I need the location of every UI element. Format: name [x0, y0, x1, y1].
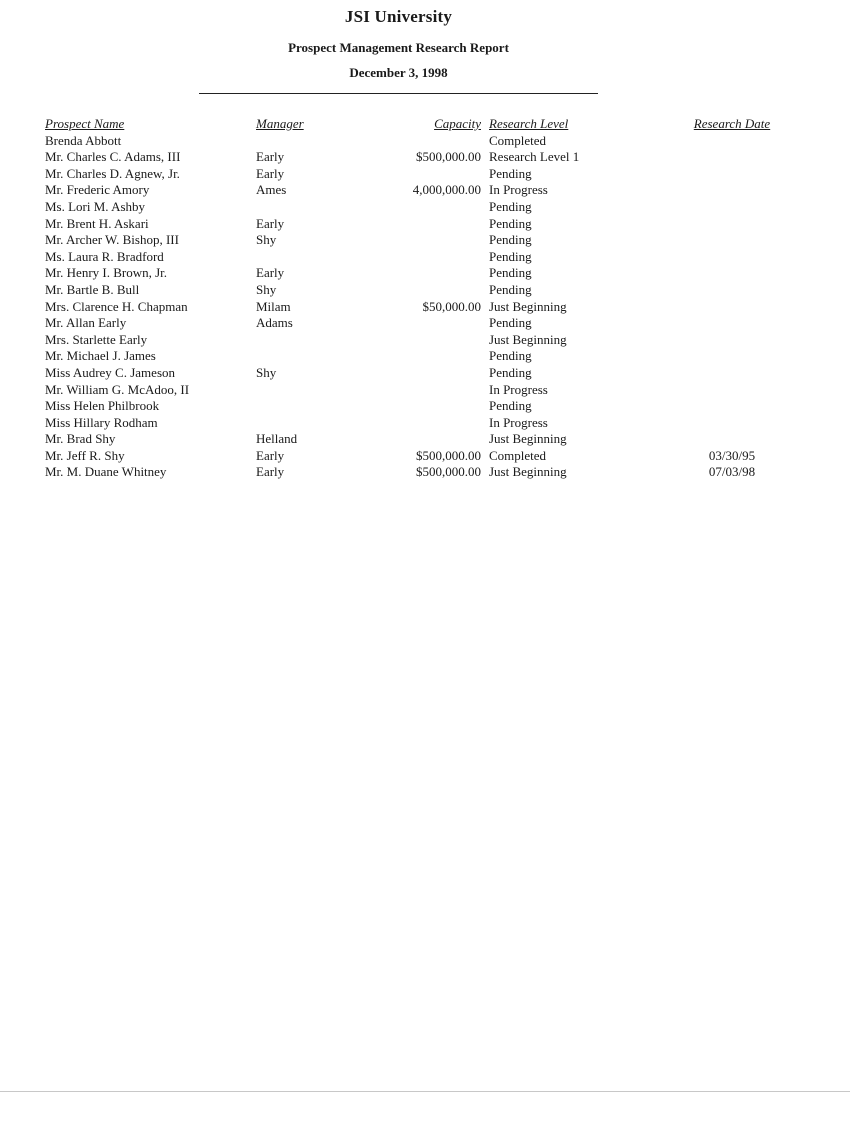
column-header-prospect-name: Prospect Name — [45, 116, 125, 131]
cell-manager: Shy — [256, 364, 277, 380]
column-header-capacity: Capacity — [434, 116, 481, 131]
table-row — [0, 149, 850, 166]
cell-prospect-name: Mr. Charles D. Agnew, Jr. — [45, 165, 180, 181]
table-row — [0, 464, 850, 481]
cell-prospect-name: Brenda Abbott — [45, 132, 122, 148]
cell-manager: Early — [256, 215, 285, 231]
cell-research-level: Pending — [489, 315, 532, 331]
table-row — [0, 282, 850, 299]
page-bottom-edge — [0, 1091, 850, 1092]
cell-research-level: Pending — [489, 248, 532, 264]
cell-prospect-name: Mr. Brent H. Askari — [45, 215, 149, 231]
table-row — [0, 216, 850, 233]
cell-manager: Adams — [256, 315, 293, 331]
table-row — [0, 232, 850, 249]
cell-manager: Shy — [256, 281, 277, 297]
cell-manager: Ames — [256, 182, 287, 198]
cell-capacity: $50,000.00 — [422, 298, 481, 314]
cell-prospect-name: Mr. Charles C. Adams, III — [45, 149, 181, 165]
cell-research-level: Pending — [489, 265, 532, 281]
cell-prospect-name: Ms. Lori M. Ashby — [45, 198, 146, 214]
table-row — [0, 398, 850, 415]
column-header-manager: Manager — [256, 116, 304, 131]
cell-capacity: $500,000.00 — [416, 447, 481, 463]
cell-manager: Early — [256, 447, 285, 463]
table-row — [0, 166, 850, 183]
cell-research-level: In Progress — [489, 414, 548, 430]
cell-manager: Early — [256, 464, 285, 480]
cell-prospect-name: Mr. Jeff R. Shy — [45, 447, 125, 463]
table-row — [0, 332, 850, 349]
title-divider — [199, 93, 598, 94]
cell-prospect-name: Mr. Archer W. Bishop, III — [45, 232, 179, 248]
cell-research-level: Just Beginning — [489, 464, 567, 480]
cell-research-date: 07/03/98 — [708, 464, 756, 480]
cell-research-level: Just Beginning — [489, 431, 567, 447]
cell-prospect-name: Mr. Henry I. Brown, Jr. — [45, 265, 168, 281]
table-row — [0, 199, 850, 216]
table-body — [0, 133, 850, 481]
table-row — [0, 182, 850, 199]
cell-prospect-name: Mr. Michael J. James — [45, 348, 156, 364]
page-title: JSI University — [344, 7, 453, 26]
report-date: December 3, 1998 — [349, 65, 448, 80]
table-row — [0, 365, 850, 382]
cell-prospect-name: Mrs. Starlette Early — [45, 331, 148, 347]
cell-capacity: 4,000,000.00 — [412, 182, 481, 198]
cell-research-level: Completed — [489, 447, 547, 463]
cell-prospect-name: Ms. Laura R. Bradford — [45, 248, 164, 264]
cell-research-level: Pending — [489, 165, 532, 181]
table-row — [0, 415, 850, 432]
column-header-research-date: Research Date — [693, 116, 771, 131]
cell-research-level: In Progress — [489, 381, 548, 397]
cell-manager: Early — [256, 149, 285, 165]
cell-manager: Helland — [256, 431, 298, 447]
cell-research-level: Pending — [489, 398, 532, 414]
cell-manager: Shy — [256, 232, 277, 248]
cell-prospect-name: Miss Hillary Rodham — [45, 414, 158, 430]
table-row — [0, 315, 850, 332]
table-row — [0, 133, 850, 150]
cell-prospect-name: Miss Audrey C. Jameson — [45, 364, 175, 380]
cell-research-level: Pending — [489, 198, 532, 214]
cell-research-level: In Progress — [489, 182, 548, 198]
cell-research-level: Just Beginning — [489, 298, 567, 314]
table-row — [0, 265, 850, 282]
cell-research-level: Just Beginning — [489, 331, 567, 347]
table-row — [0, 448, 850, 465]
cell-capacity: $500,000.00 — [416, 464, 481, 480]
cell-prospect-name: Mr. Frederic Amory — [45, 182, 150, 198]
table-row — [0, 348, 850, 365]
cell-prospect-name: Mr. William G. McAdoo, II — [45, 381, 190, 397]
cell-research-level: Pending — [489, 232, 532, 248]
table-row — [0, 431, 850, 448]
cell-research-level: Completed — [489, 132, 547, 148]
cell-research-level: Pending — [489, 364, 532, 380]
prospect-table — [0, 116, 850, 481]
report-subtitle: Prospect Management Research Report — [288, 40, 509, 55]
cell-manager: Milam — [256, 298, 291, 314]
cell-prospect-name: Mr. Brad Shy — [45, 431, 116, 447]
cell-research-level: Pending — [489, 215, 532, 231]
cell-prospect-name: Miss Helen Philbrook — [45, 398, 160, 414]
cell-manager: Early — [256, 165, 285, 181]
table-row — [0, 299, 850, 316]
cell-research-level: Pending — [489, 281, 532, 297]
table-row — [0, 382, 850, 399]
cell-research-level: Research Level 1 — [489, 149, 580, 165]
cell-prospect-name: Mr. M. Duane Whitney — [45, 464, 167, 480]
cell-prospect-name: Mr. Allan Early — [45, 315, 127, 331]
cell-manager: Early — [256, 265, 285, 281]
cell-prospect-name: Mrs. Clarence H. Chapman — [45, 298, 188, 314]
table-row — [0, 249, 850, 266]
cell-research-date: 03/30/95 — [708, 447, 756, 463]
cell-capacity: $500,000.00 — [416, 149, 481, 165]
column-header-research-level: Research Level — [489, 116, 569, 131]
table-header-row — [0, 116, 850, 133]
cell-research-level: Pending — [489, 348, 532, 364]
cell-prospect-name: Mr. Bartle B. Bull — [45, 281, 140, 297]
